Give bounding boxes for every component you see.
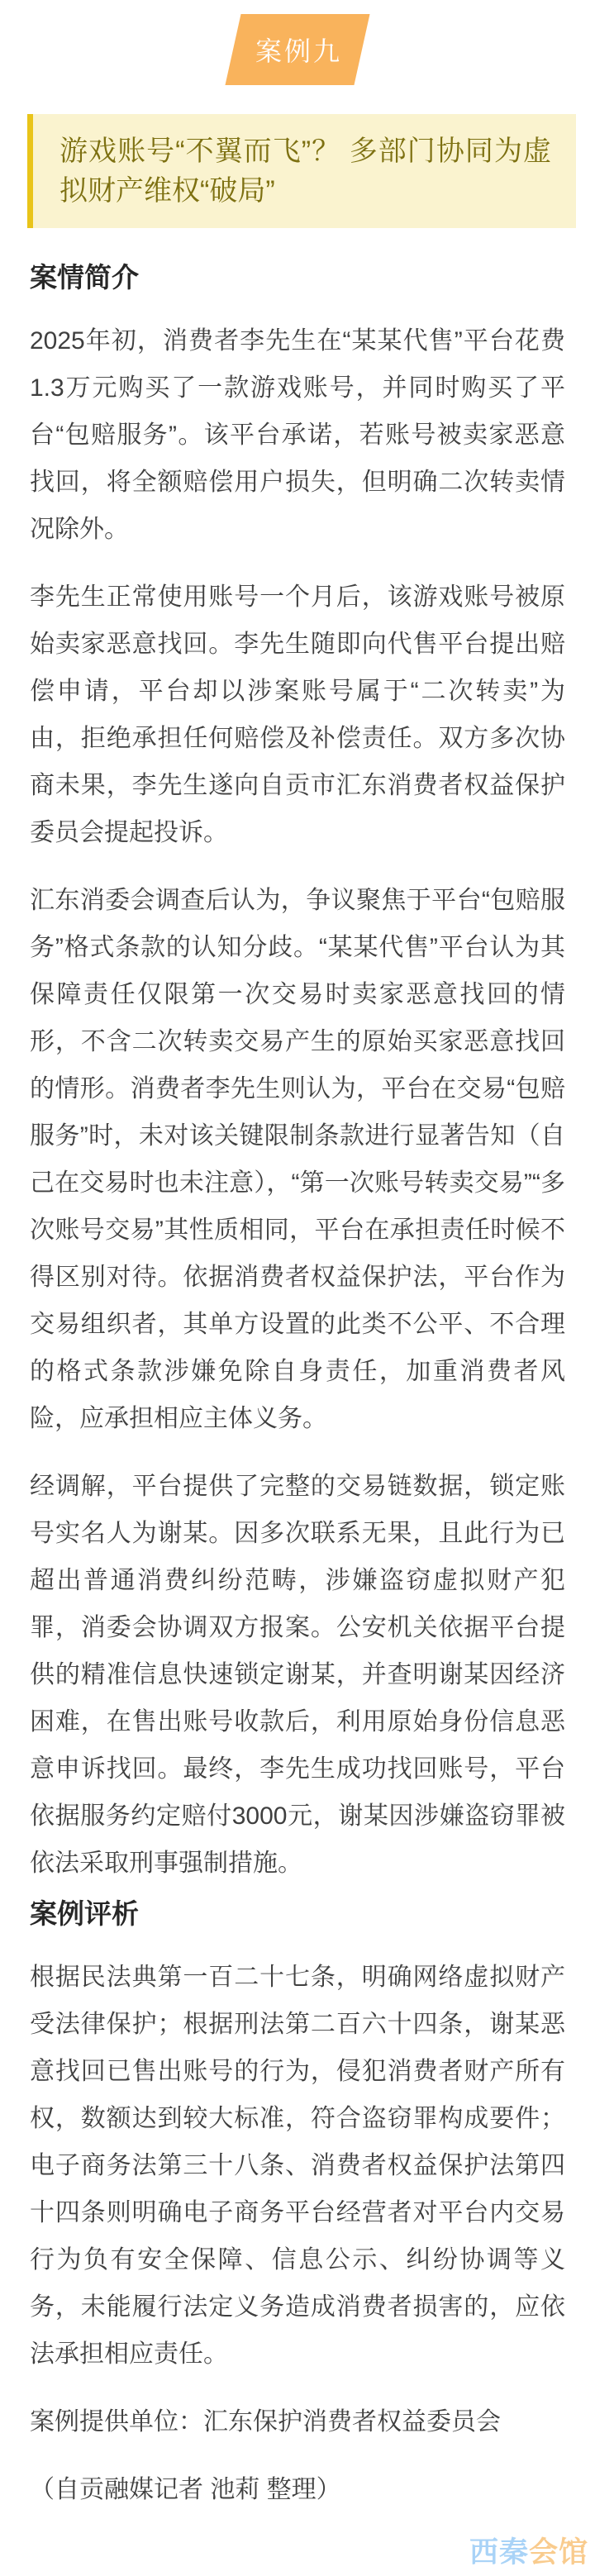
- case-summary-paragraph-4: 经调解，平台提供了完整的交易链数据，锁定账号实名人为谢某。因多次联系无果，且此行为已超出普通消费纠纷范畴，涉嫌盗窃虚拟财产犯罪，消委会协调双方报案。公安机关依据平台提供的精准信息快速锁定谢某，并查明谢某因经济困难，在售出账号收款后，利用原始身份信息恶意申诉找回。最终，李先生成功找回账号，平台依据服务约定赔付3000元，谢某因涉嫌盗窃罪被依法采取刑事强制措施。: [30, 1473, 565, 1877]
- article-title: 游戏账号“不翼而飞”？ 多部门协同为虚拟财产维权“破局”: [60, 136, 551, 207]
- case-number-label: 案例九: [255, 36, 342, 66]
- case-summary-paragraph-3: 汇东消委会调查后认为，争议聚焦于平台“包赔服务”格式条款的认知分歧。“某某代售”平台认为其保障责任仅限第一次交易时卖家恶意找回的情形，不含二次转卖交易产生的原始买家恶意找回的情形。消费者李先生则认为，平台在交易“包赔服务”时，未对该关键限制条款进行显著告知（自己在交易时也未注意），“第一次账号转卖交易”“多次账号交易”其性质相同，平台在承担责任时候不得区别对待。依据消费者权益保护法，平台作为交易组织者，其单方设置的此类不公平、不合理的格式条款涉嫌免除自身责任，加重消费者风险，应承担相应主体义务。: [30, 887, 565, 1432]
- case-summary-paragraph-1: 2025年初，消费者李先生在“某某代售”平台花费1.3万元购买了一款游戏账号，并同时购买了平台“包赔服务”。该平台承诺，若账号被卖家恶意找回，将全额赔偿用户损失，但明确二次转卖情况除外。: [30, 327, 565, 543]
- case-number-badge: [233, 14, 362, 85]
- case-summary-paragraph-2: 李先生正常使用账号一个月后，该游戏账号被原始卖家恶意找回。李先生随即向代售平台提出赔偿申请，平台却以涉案账号属于“二次转卖”为由，拒绝承担任何赔偿及补偿责任。双方多次协商未果，李先生遂向自贡市汇东消费者权益保护委员会提起投诉。: [30, 583, 565, 846]
- case-analysis-paragraph-1: 根据民法典第一百二十七条，明确网络虚拟财产受法律保护；根据刑法第二百六十四条，谢某恶意找回已售出账号的行为，侵犯消费者财产所有权，数额达到较大标准，符合盗窃罪构成要件；电子商务法第三十八条、消费者权益保护法第四十四条则明确电子商务平台经营者对平台内交易行为负有安全保障、信息公示、纠纷协调等义务，未能履行法定义务造成消费者损害的，应依法承担相应责任。: [30, 1964, 565, 2368]
- watermark-text-blue: 西秦: [469, 2536, 529, 2569]
- site-watermark-logo: [469, 2530, 588, 2571]
- watermark-text-orange: 会馆: [528, 2536, 588, 2569]
- case-provider-line: 案例提供单位：汇东保护消费者权益委员会: [30, 2408, 501, 2436]
- reporter-byline: （自贡融媒记者 池莉 整理）: [30, 2476, 341, 2503]
- section-heading-case-summary: 案情简介: [30, 262, 139, 293]
- section-heading-case-analysis: 案例评析: [30, 1898, 139, 1929]
- article-title-box: [27, 114, 576, 228]
